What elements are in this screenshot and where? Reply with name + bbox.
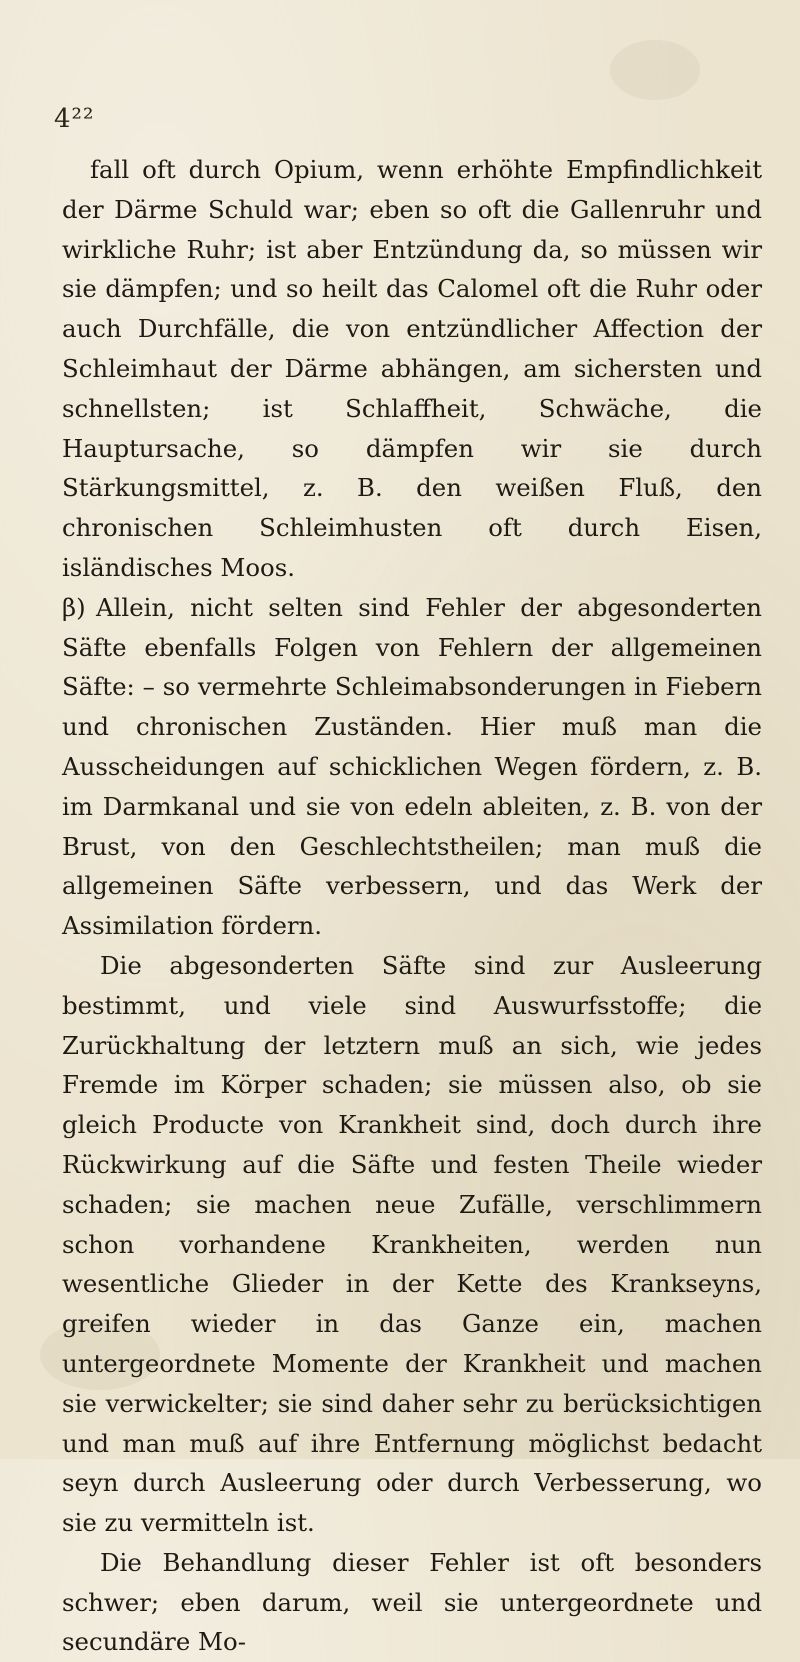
body-text xyxy=(62,150,762,1662)
page-number: 4²² xyxy=(54,104,95,134)
paragraph-text: Die abgesonderten Säfte sind zur Ausleerung bestimmt, und viele sind Auswurfsstoffe; die Zurückhaltung der letztern muß an sich, wie jedes Fremde im Körper schaden; sie müssen also, ob sie gleich Producte von Krankheit sind, doch durch ihre Rückwirkung auf die Säfte und festen Theile wieder schaden; sie machen neue Zufälle, verschlimmern schon vorhandene Krankheiten, werden nun wesentliche Glieder in der Kette des Krankseyns, greifen wieder in das Ganze ein, machen untergeordnete Momente der Krankheit und machen sie verwickelter; sie sind daher sehr zu berücksichtigen und man muß auf ihre Entfernung möglichst bedacht seyn durch Ausleerung oder durch Verbesserung, wo sie zu vermitteln ist. xyxy=(62,950,762,1538)
paper-stain xyxy=(610,40,700,100)
paragraph-continuation xyxy=(62,150,762,588)
paragraph-beta xyxy=(62,588,762,946)
paragraph-text: Allein, nicht selten sind Fehler der abgesonderten Säfte ebenfalls Folgen von Fehlern der allgemeinen Säfte: – so vermehrte Schleimabsonderungen in Fiebern und chronischen Zuständen. Hier muß man die Ausscheidungen auf schicklichen Wegen fördern, z. B. im Darmkanal und sie von edeln ableiten, z. B. von der Brust, von den Geschlechtstheilen; man muß die allgemeinen Säfte verbessern, und das Werk der Assimilation fördern. xyxy=(62,592,762,941)
paragraph-text: Die Behandlung dieser Fehler ist oft besonders schwer; eben darum, weil sie untergeordnete und secundäre Mo- xyxy=(62,1547,762,1657)
enumeration-marker: β) xyxy=(62,592,86,622)
paragraph-treatment xyxy=(62,1543,762,1662)
paragraph-secretions xyxy=(62,946,762,1543)
paragraph-text: fall oft durch Opium, wenn erhöhte Empfindlichkeit der Därme Schuld war; eben so oft die Gallenruhr und wirkliche Ruhr; ist aber Entzündung da, so müssen wir sie dämpfen; und so heilt das Calomel oft die Ruhr oder auch Durchfälle, die von entzündlicher Affection der Schleimhaut der Därme abhängen, am sichersten und schnellsten; ist Schlaffheit, Schwäche, die Hauptursache, so dämpfen wir sie durch Stärkungsmittel, z. B. den weißen Fluß, den chronischen Schleimhusten oft durch Eisen, isländisches Moos. xyxy=(62,155,762,582)
